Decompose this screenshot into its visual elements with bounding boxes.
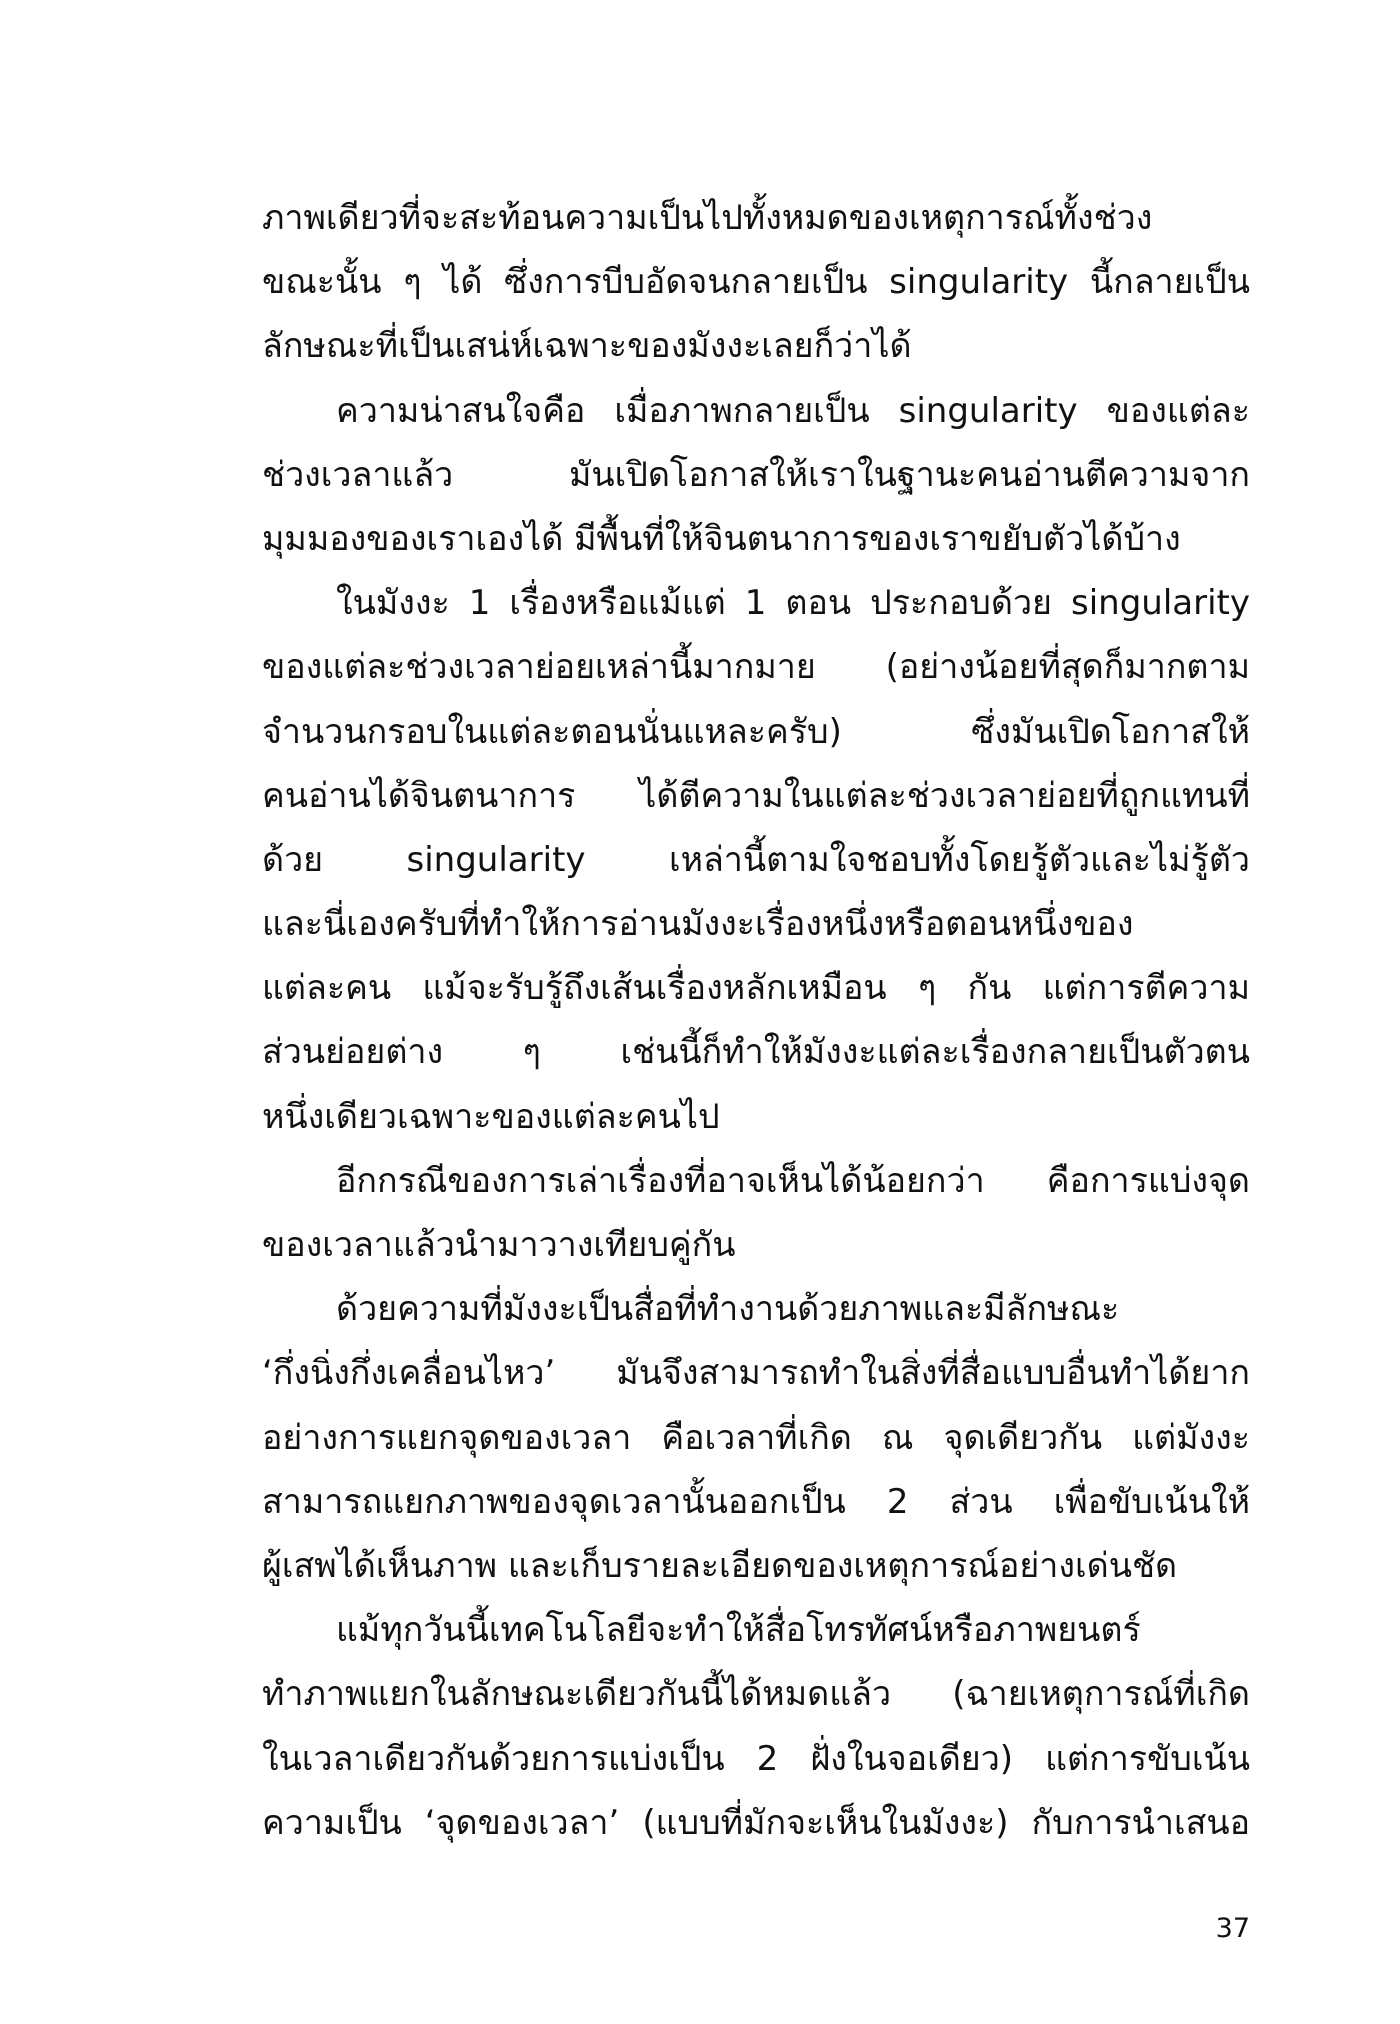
text-line: หนึ่งเดียวเฉพาะของแต่ละคนไป [262,1096,720,1137]
text-line: ในเวลาเดียวกันด้วยการแบ่งเป็น 2 ฝั่งในจอเดียว) แต่การขับเน้น [262,1738,1250,1779]
paragraph-start-line: ความน่าสนใจคือ เมื่อภาพกลายเป็น singularity ของแต่ละ [336,390,1250,431]
text-line: ภาพเดียวที่จะสะท้อนความเป็นไปทั้งหมดของเหตุการณ์ทั้งช่วง [262,198,1153,238]
text-line: อย่างการแยกจุดของเวลา คือเวลาที่เกิด ณ จุดเดียวกัน แต่มังงะ [262,1417,1250,1458]
paragraph-start-line: แม้ทุกวันนี้เทคโนโลยีจะทำให้สื่อโทรทัศน์หรือภาพยนตร์ [336,1610,1141,1651]
text-line: ของแต่ละช่วงเวลาย่อยเหล่านี้มากมาย (อย่างน้อยที่สุดก็มากตาม [262,647,1250,688]
text-line: สามารถแยกภาพของจุดเวลานั้นออกเป็น 2 ส่วน เพื่อขับเน้นให้ [262,1481,1250,1522]
text-line: ความเป็น ‘จุดของเวลา’ (แบบที่มักจะเห็นในมังงะ) กับการนำเสนอ [262,1802,1250,1843]
body-text [262,186,1250,1855]
paragraph-start-line: ในมังงะ 1 เรื่องหรือแม้แต่ 1 ตอน ประกอบด้วย singularity [336,583,1250,624]
paragraph-start-line: อีกกรณีของการเล่าเรื่องที่อาจเห็นได้น้อยกว่า คือการแบ่งจุด [336,1160,1250,1201]
text-line: ด้วย singularity เหล่านี้ตามใจชอบทั้งโดยรู้ตัวและไม่รู้ตัว [262,839,1250,880]
paragraph-start-line: ด้วยความที่มังงะเป็นสื่อที่ทำงานด้วยภาพและมีลักษณะ [336,1289,1120,1330]
text-line: คนอ่านได้จินตนาการ ได้ตีความในแต่ละช่วงเวลาย่อยที่ถูกแทนที่ [262,775,1250,816]
text-line: ผู้เสพได้เห็นภาพ และเก็บรายละเอียดของเหตุการณ์อย่างเด่นชัด [262,1545,1178,1586]
text-line: ทำภาพแยกในลักษณะเดียวกันนี้ได้หมดแล้ว (ฉายเหตุการณ์ที่เกิด [262,1674,1250,1715]
text-line: ของเวลาแล้วนำมาวางเทียบคู่กัน [262,1225,736,1265]
text-line: มุมมองของเราเองได้ มีพื้นที่ให้จินตนาการของเราขยับตัวได้บ้าง [262,518,1181,559]
text-line: แต่ละคน แม้จะรับรู้ถึงเส้นเรื่องหลักเหมือน ๆ กัน แต่การตีความ [262,968,1250,1009]
page-number: 37 [1215,1913,1250,1944]
text-line: และนี่เองครับที่ทำให้การอ่านมังงะเรื่องหนึ่งหรือตอนหนึ่งของ [262,904,1134,945]
text-line: ส่วนย่อยต่าง ๆ เช่นนี้ก็ทำให้มังงะแต่ละเรื่องกลายเป็นตัวตน [262,1032,1250,1073]
text-line: ลักษณะที่เป็นเสน่ห์เฉพาะของมังงะเลยก็ว่าได้ [262,326,912,367]
text-line: ‘กึ่งนิ่งกึ่งเคลื่อนไหว’ มันจึงสามารถทำในสิ่งที่สื่อแบบอื่นทำได้ยาก [262,1353,1250,1394]
text-line: ช่วงเวลาแล้ว มันเปิดโอกาสให้เราในฐานะคนอ่านตีความจาก [262,454,1250,495]
text-line: จำนวนกรอบในแต่ละตอนนั่นแหละครับ) ซึ่งมันเปิดโอกาสให้ [262,711,1250,752]
text-line: ขณะนั้น ๆ ได้ ซึ่งการบีบอัดจนกลายเป็น singularity นี้กลายเป็น [262,262,1250,303]
